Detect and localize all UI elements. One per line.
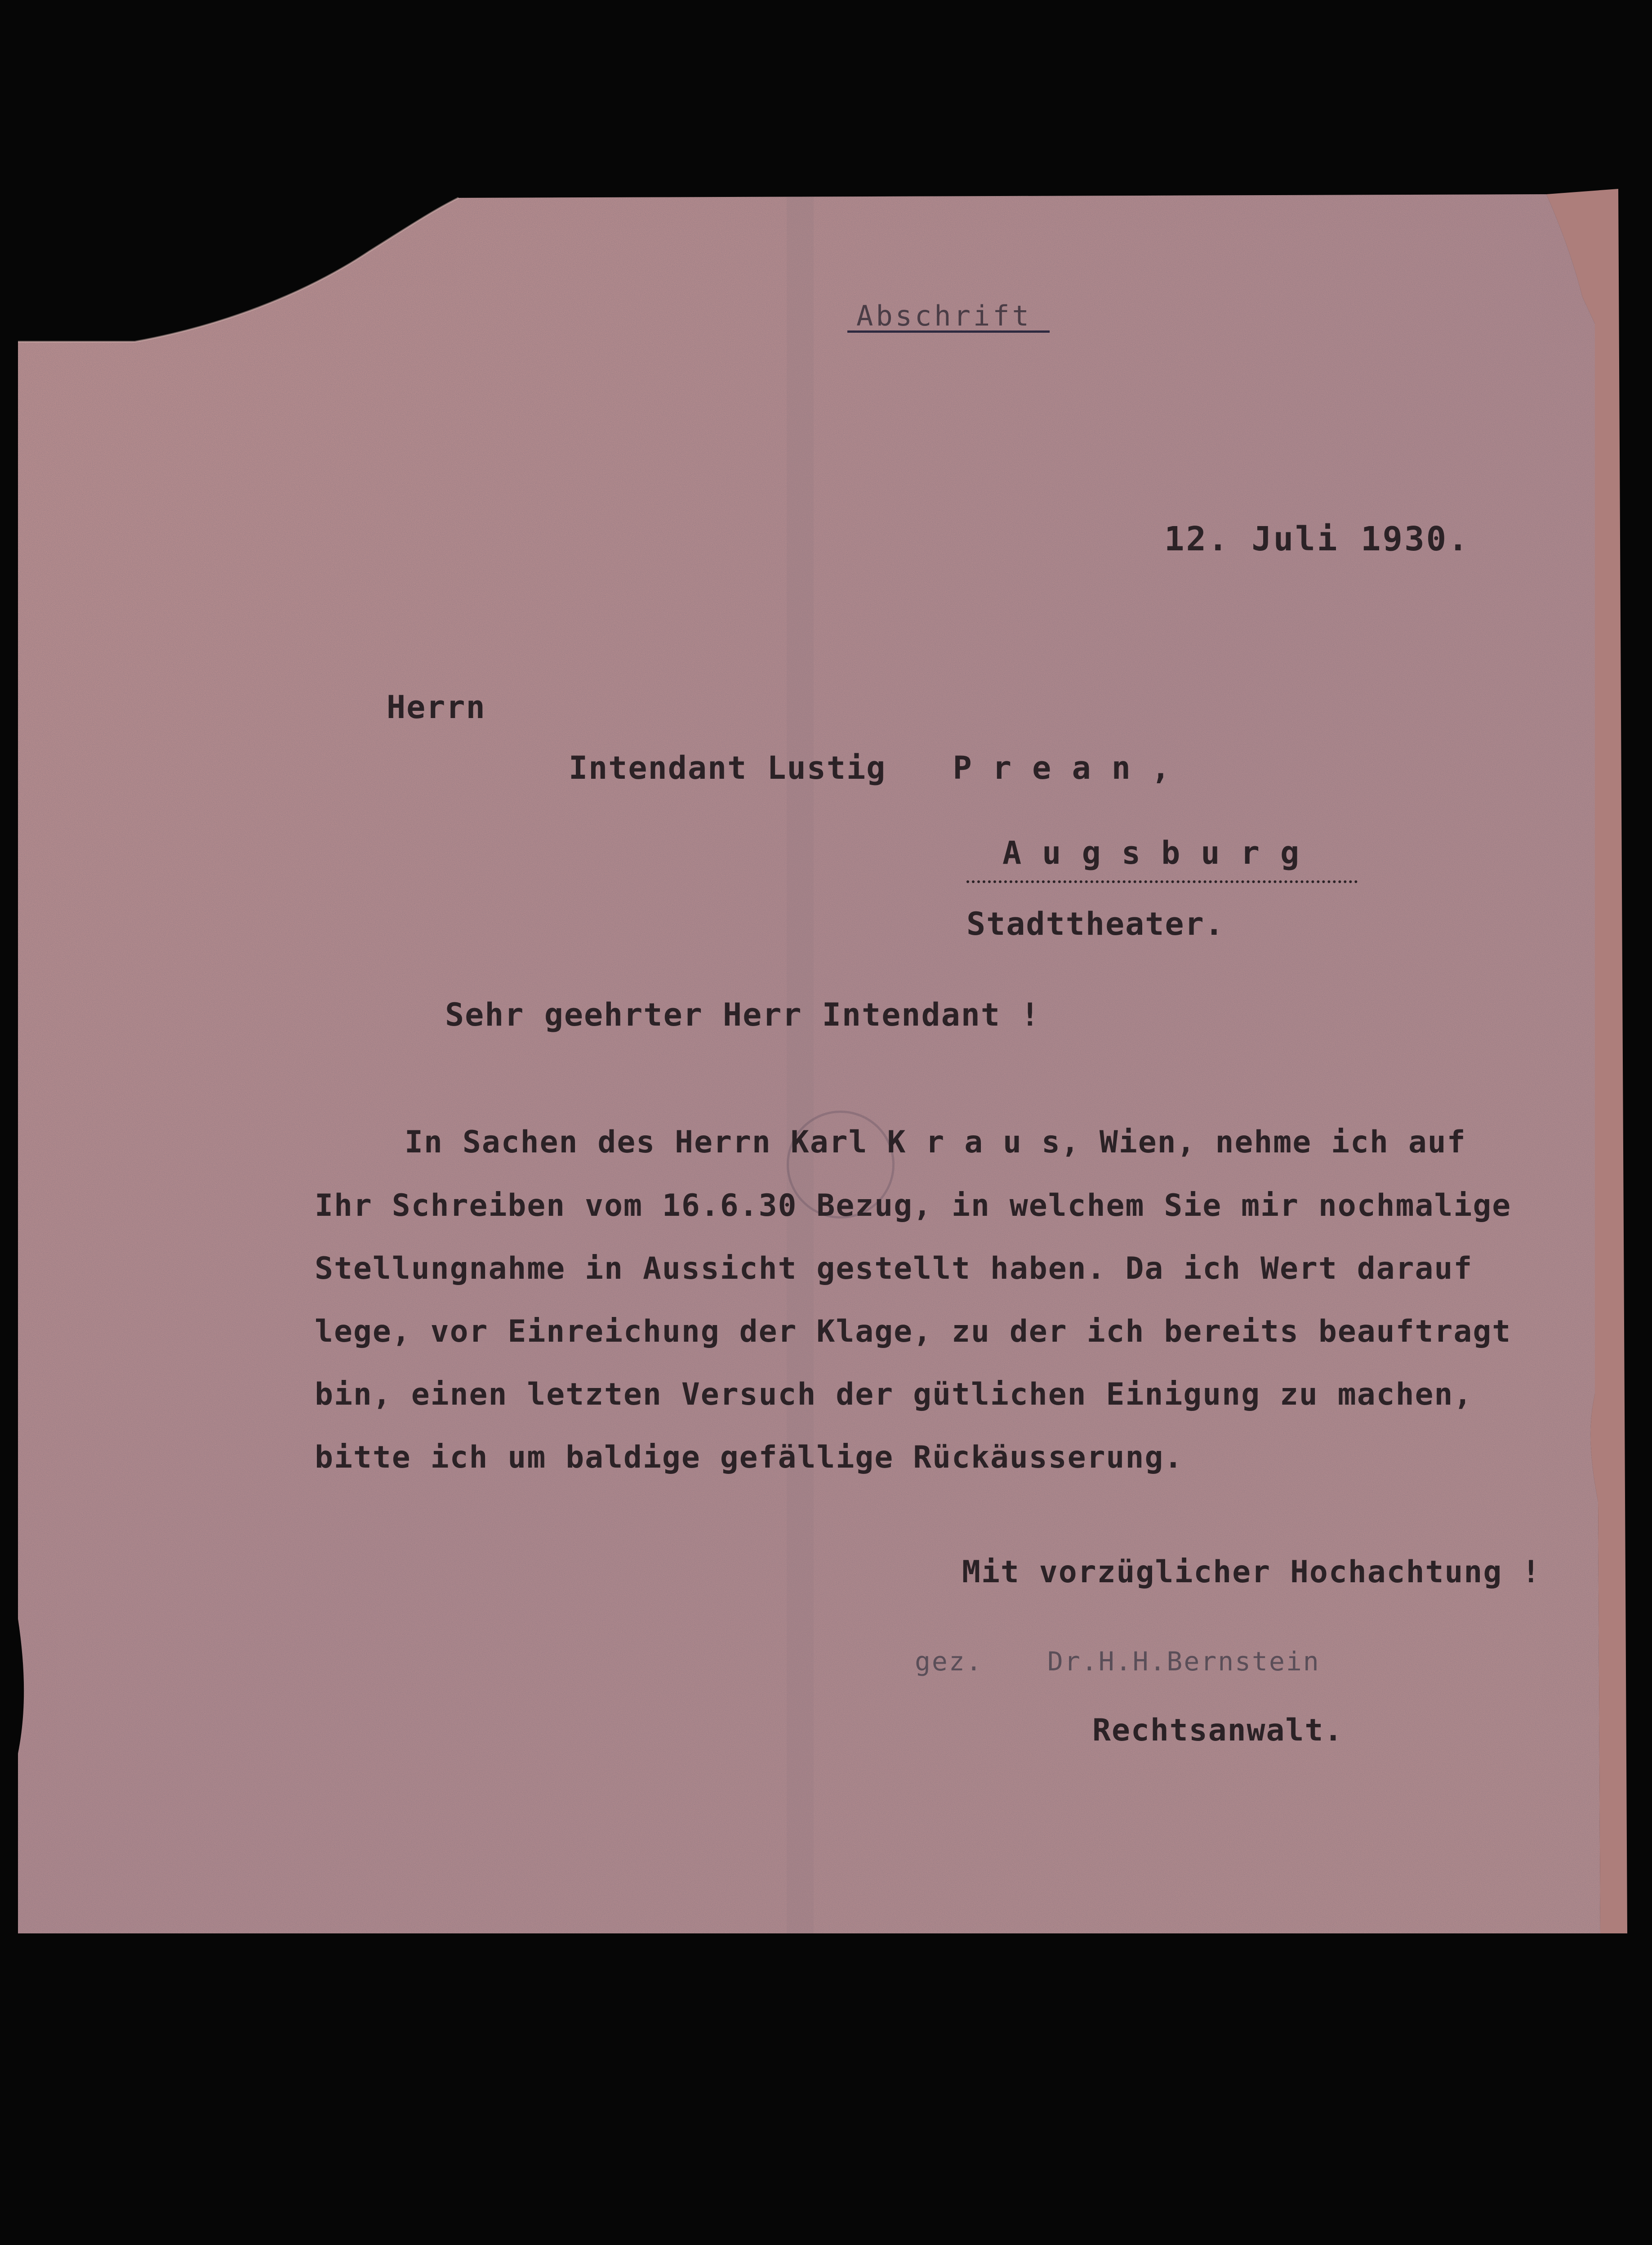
body-line-2: Ihr Schreiben vom 16.6.30 Bezug, in welchem Sie mir nochmalige — [315, 1191, 1465, 1221]
body-line-4: lege, vor Einreichung der Klage, zu der ich bereits beauftragt — [315, 1317, 1465, 1347]
letter-date: 12. Juli 1930. — [1164, 522, 1470, 556]
letter-greeting: Sehr geehrter Herr Intendant ! — [445, 999, 1040, 1031]
recipient-city: A u g s b u r g — [1002, 837, 1300, 869]
recipient-salutation-line: Herrn — [387, 692, 486, 723]
signature-name: Dr.H.H.Bernstein — [1047, 1648, 1320, 1674]
body-line-3: Stellungnahme in Aussicht gestellt haben. Da ich Wert darauf — [315, 1254, 1434, 1284]
body-line-5: bin, einen letzten Versuch der gütlichen Einigung zu machen, — [315, 1379, 1452, 1410]
recipient-surname: P r e a n , — [953, 750, 1171, 786]
signature-prefix: gez. — [915, 1648, 983, 1674]
recipient-institution: Stadttheater. — [966, 908, 1225, 940]
body-line-1: In Sachen des Herrn Karl K r a u s, Wien, nehme ich auf — [405, 1127, 1434, 1158]
document-heading: Abschrift — [856, 302, 1032, 330]
letter-closing: Mit vorzüglicher Hochachtung ! — [962, 1557, 1541, 1588]
recipient-name-line: Intendant Lustig — [569, 750, 886, 786]
signature-title: Rechtsanwalt. — [1092, 1715, 1343, 1746]
body-line-6: bitte ich um baldige gefällige Rückäusserung. — [315, 1442, 1146, 1473]
